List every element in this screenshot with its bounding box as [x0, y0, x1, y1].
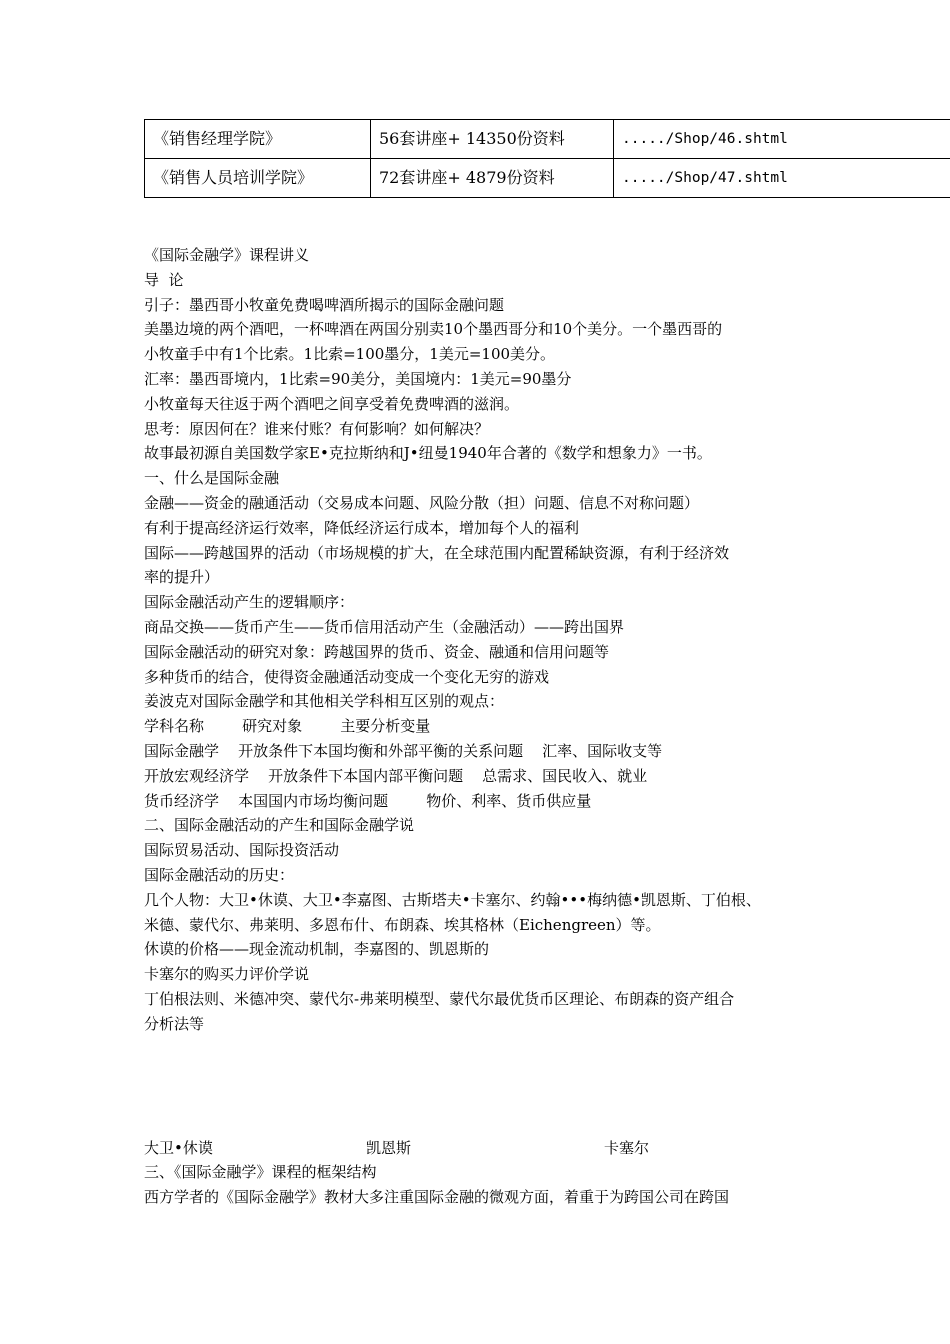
table-row [145, 120, 950, 159]
section-heading: 导 论 [144, 270, 184, 289]
caption-keynes: 凯恩斯 [366, 1138, 412, 1157]
table-row [145, 159, 950, 198]
paragraph-line: 国际——跨越国界的活动（市场规模的扩大，在全球范围内配置稀缺资源，有利于经济效 [144, 543, 730, 562]
course-name-cell: 《销售经理学院》 [145, 120, 371, 159]
paragraph-line: 丁伯根法则、米德冲突、蒙代尔-弗莱明模型、蒙代尔最优货币区理论、布朗森的资产组合 [144, 989, 735, 1008]
section-heading: 二、国际金融活动的产生和国际金融学说 [144, 816, 415, 835]
paragraph-line: 汇率：墨西哥境内，1比索=90美分，美国境内：1美元=90墨分 [144, 369, 572, 388]
paragraph-line: 小牧童手中有1个比索。1比索=100墨分，1美元=100美分。 [144, 345, 556, 364]
paragraph-line: 国际金融活动产生的逻辑顺序： [144, 593, 355, 612]
document-title: 《国际金融学》课程讲义 [144, 246, 310, 264]
paragraph-line: 姜波克对国际金融学和其他相关学科相互区别的观点： [144, 692, 505, 711]
paragraph-line: 多种货币的结合，使得资金融通活动变成一个变化无穷的游戏 [144, 667, 550, 686]
course-contents-cell: 56套讲座+ 14350份资料 [371, 120, 614, 159]
paragraph-line: 有利于提高经济运行效率，降低经济运行成本，增加每个人的福利 [144, 518, 580, 537]
caption-cassel: 卡塞尔 [604, 1138, 650, 1157]
paragraph-line: 国际贸易活动、国际投资活动 [144, 841, 340, 860]
portrait-space [144, 1037, 834, 1136]
section-heading: 三、《国际金融学》课程的框架结构 [144, 1163, 377, 1182]
paragraph-line: 国际金融活动的历史： [144, 865, 295, 884]
comparison-line: 国际金融学 开放条件下本国均衡和外部平衡的关系问题 汇率、国际收支等 [144, 741, 663, 760]
paragraph-line: 美墨边境的两个酒吧，一杯啤酒在两国分别卖10个墨西哥分和10个美分。一个墨西哥的 [144, 320, 723, 339]
paragraph-line: 商品交换——货币产生——货币信用活动产生（金融活动）——跨出国界 [144, 617, 625, 636]
paragraph-line: 几个人物：大卫•休谟、大卫•李嘉图、古斯塔夫•卡塞尔、约翰•••梅纳德•凯恩斯、丁伯根、 [144, 890, 761, 909]
course-name-cell: 《销售人员培训学院》 [145, 159, 371, 198]
comparison-line: 开放宏观经济学 开放条件下本国内部平衡问题 总需求、国民收入、就业 [144, 766, 648, 785]
comparison-line: 货币经济学 本国国内市场均衡问题 物价、利率、货币供应量 [144, 791, 592, 810]
resource-table [144, 119, 950, 198]
paragraph-line: 金融——资金的融通活动（交易成本问题、风险分散（担）问题、信息不对称问题） [144, 493, 700, 512]
course-link-cell[interactable]: ...../Shop/46.shtml [614, 120, 950, 159]
section-heading: 一、什么是国际金融 [144, 469, 280, 488]
paragraph-line: 卡塞尔的购买力评价学说 [144, 965, 310, 984]
paragraph-line: 分析法等 [144, 1014, 205, 1033]
paragraph-line: 思考：原因何在？谁来付账？有何影响？如何解决？ [144, 419, 490, 438]
caption-hume: 大卫•休谟 [144, 1138, 213, 1157]
paragraph-line: 引子：墨西哥小牧童免费喝啤酒所揭示的国际金融问题 [144, 295, 505, 314]
paragraph-line: 米德、蒙代尔、弗莱明、多恩布什、布朗森、埃其格林（Eichengreen）等。 [144, 915, 661, 934]
course-link-cell[interactable]: ...../Shop/47.shtml [614, 159, 950, 198]
paragraph-line: 西方学者的《国际金融学》教材大多注重国际金融的微观方面，着重于为跨国公司在跨国 [144, 1188, 730, 1207]
paragraph-line: 率的提升） [144, 568, 220, 587]
course-contents-cell: 72套讲座+ 4879份资料 [371, 159, 614, 198]
paragraph-line: 小牧童每天往返于两个酒吧之间享受着免费啤酒的滋润。 [144, 394, 520, 413]
comparison-header-line: 学科名称 研究对象 主要分析变量 [144, 717, 431, 736]
document-body [144, 243, 834, 1210]
paragraph-line: 休谟的价格——现金流动机制，李嘉图的、凯恩斯的 [144, 940, 490, 959]
paragraph-line: 故事最初源自美国数学家E•克拉斯纳和J•纽曼1940年合著的《数学和想象力》一书。 [144, 444, 712, 463]
paragraph-line: 国际金融活动的研究对象：跨越国界的货币、资金、融通和信用问题等 [144, 642, 610, 661]
portrait-captions [144, 1136, 834, 1161]
